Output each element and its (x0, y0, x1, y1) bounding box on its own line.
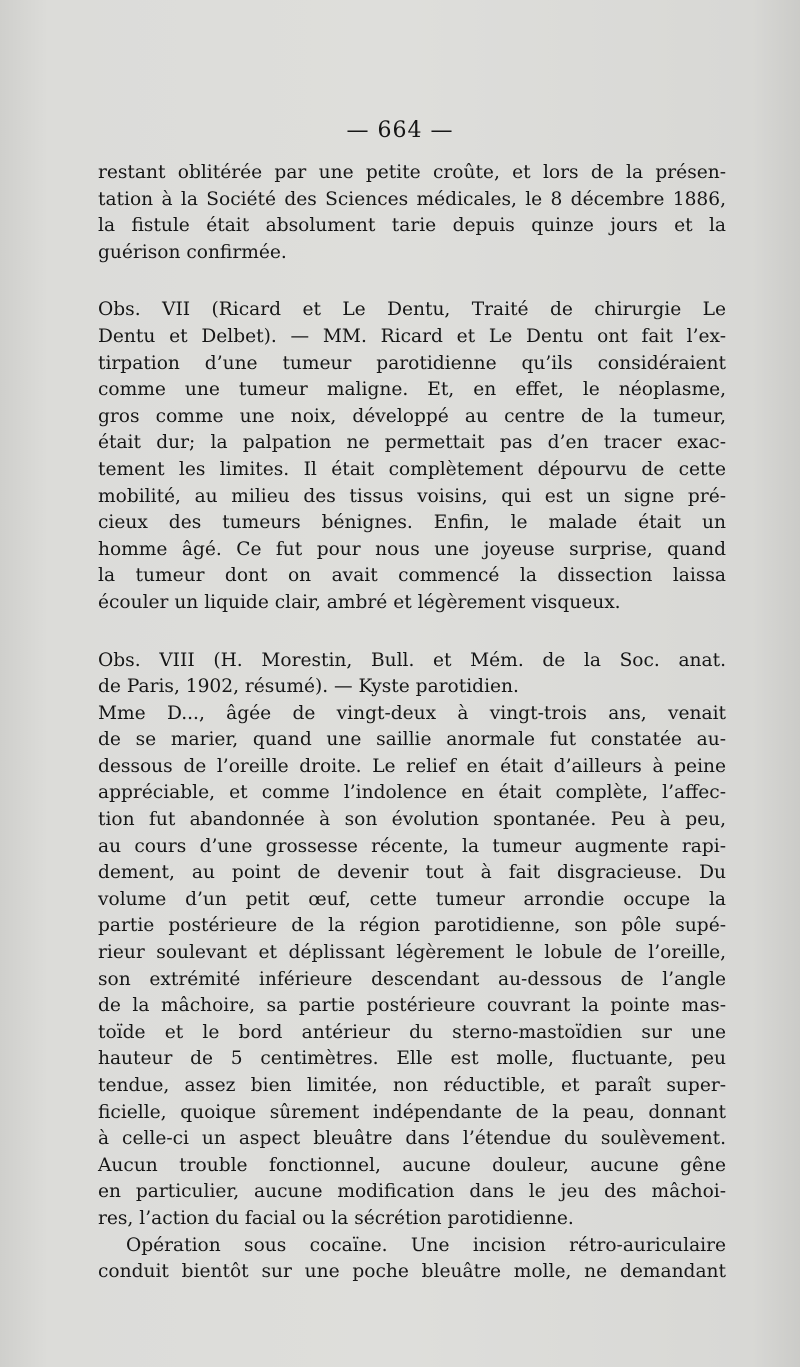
text-line: appréciable, et comme l’indolence en était complète, l’affec- (98, 782, 726, 804)
text-line: la fistule était absolument tarie depuis quinze jours et la (98, 215, 726, 237)
text-line: mobilité, au milieu des tissus voisins, qui est un signe pré- (98, 485, 726, 507)
text-line: gros comme une noix, développé au centre de la tumeur, (98, 405, 726, 427)
obs-vii-heading: Obs. VII (Ricard et Le Dentu, Traité de chirurgie Le (98, 299, 726, 321)
text-line: partie postérieure de la région parotidienne, son pôle supé- (98, 915, 726, 937)
text-line: Dentu et Delbet). — MM. Ricard et Le Dentu ont fait l’ex- (98, 325, 726, 347)
text-line: au cours d’une grossesse récente, la tumeur augmente rapi- (98, 835, 726, 857)
obs-viii-heading: Obs. VIII (H. Morestin, Bull. et Mém. de la Soc. anat. (98, 649, 726, 671)
text-line: hauteur de 5 centimètres. Elle est molle, fluctuante, peu (98, 1048, 726, 1070)
text-line: était dur; la palpation ne permettait pas d’en tracer exac- (98, 432, 726, 454)
text-line: de se marier, quand une saillie anormale fut constatée au- (98, 729, 726, 751)
text-line: tendue, assez bien limitée, non réductible, et paraît super- (98, 1075, 726, 1096)
page-number: — 664 — (346, 118, 454, 143)
text-line: de Paris, 1902, résumé). — Kyste parotidien. (98, 676, 519, 698)
text-line: écouler un liquide clair, ambré et légèrement visqueux. (98, 591, 621, 613)
text-line: homme âgé. Ce fut pour nous une joyeuse surprise, quand (98, 538, 726, 560)
text-line: ficielle, quoique sûrement indépendante de la peau, donnant (98, 1101, 726, 1123)
text-line: dement, au point de devenir tout à fait disgracieuse. Du (98, 862, 726, 884)
text-line: tement les limites. Il était complètement dépourvu de cette (98, 458, 726, 480)
text-line: conduit bientôt sur une poche bleuâtre molle, ne demandant (98, 1261, 726, 1283)
text-line: en particulier, aucune modification dans le jeu des mâchoi- (98, 1181, 726, 1203)
text-line: de la mâchoire, sa partie postérieure couvrant la pointe mas- (98, 995, 726, 1017)
text-line: dessous de l’oreille droite. Le relief en était d’ailleurs à peine (98, 755, 726, 777)
text-line: cieux des tumeurs bénignes. Enfin, le malade était un (98, 512, 726, 534)
text-line: volume d’un petit œuf, cette tumeur arrondie occupe la (98, 888, 726, 910)
text-line: son extrémité inférieure descendant au-dessous de l’angle (98, 968, 726, 990)
text-line: guérison confirmée. (98, 241, 287, 263)
text-line: Aucun trouble fonctionnel, aucune douleur, aucune gêne (98, 1154, 726, 1176)
text-line: Opération sous cocaïne. Une incision rétro-auriculaire (126, 1234, 726, 1256)
text-line: rieur soulevant et déplissant légèrement le lobule de l’oreille, (98, 942, 726, 964)
text-line: la tumeur dont on avait commencé la dissection laissa (98, 565, 726, 587)
text-line: tion fut abandonnée à son évolution spontanée. Peu à peu, (98, 809, 726, 831)
body-text (98, 160, 726, 1286)
text-line: toïde et le bord antérieur du sterno-mastoïdien sur une (98, 1021, 726, 1043)
text-line: res, l’action du facial ou la sécrétion parotidienne. (98, 1207, 574, 1229)
text-line: comme une tumeur maligne. Et, en effet, le néoplasme, (98, 379, 726, 401)
text-line: tirpation d’une tumeur parotidienne qu’ils considéraient (98, 352, 726, 374)
text-line: restant oblitérée par une petite croûte, et lors de la présen- (98, 162, 726, 183)
text-line: à celle-ci un aspect bleuâtre dans l’étendue du soulèvement. (98, 1128, 726, 1150)
text-line: Mme D..., âgée de vingt-deux à vingt-trois ans, venait (98, 702, 726, 724)
text-line: tation à la Société des Sciences médicales, le 8 décembre 1886, (98, 188, 726, 210)
